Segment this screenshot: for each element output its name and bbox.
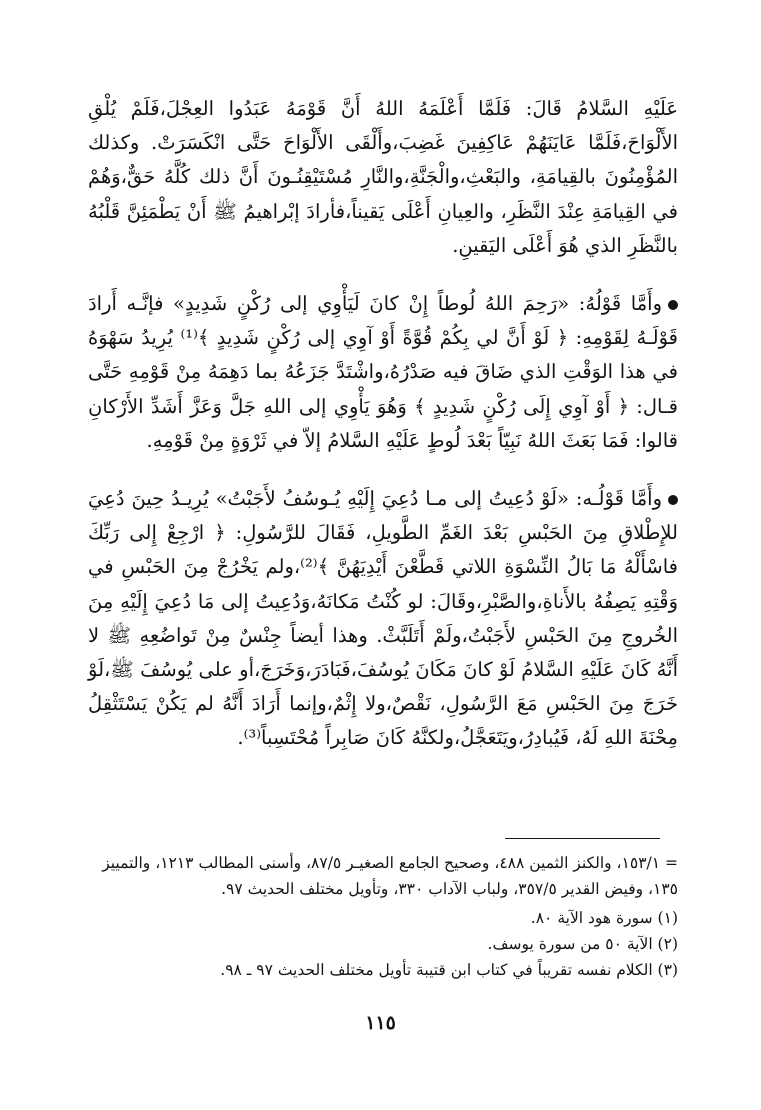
footnote-divider: [505, 838, 660, 839]
footnote-2: (٢) الآية ٥٠ من سورة يوسف.: [487, 935, 678, 953]
bullet-icon: [668, 300, 678, 310]
paragraph-lut-text: وأَمَّا قَوْلُهُ: «رَحِمَ اللهُ لُوطاً إِنْ كانَ لَيَأْوِي إلى رُكْنٍ شَدِيدٍ» فإنَّـه أَرادَ قَوْلَـهُ لِقَوْمِهِ: ﴿ لَوْ أَنَّ لي بِكُمْ قُوَّةً أَوْ آوِي إلى رُكْنٍ شَدِيدٍ ﴾⁽¹⁾ يُرِيدُ سَهْوَهُ في هذا الوَقْتِ الذي ضَاقَ فيه صَدْرُهُ،واشْتَدَّ جَزَعُهُ بما دَهِمَهُ مِنْ قَوْمِهِ حَتَّى قـال: ﴿ أَوْ آوِي إِلَى رُكْنٍ شَدِيدٍ ﴾ وَهُوَ يَأْوِي إلى اللهِ جَلَّ وَعَزَّ أَشَدِّ الأَرْكانِ قالوا: فَمَا بَعَثَ اللهُ نَبِيّاً بَعْدَ لُوطٍ عَلَيْهِ السَّلامُ إلاّ في ثَرْوَةٍ مِنْ قَوْمِهِ.: [88, 292, 679, 452]
bullet-icon: [668, 495, 678, 505]
footnote-continued: = ١٥٣/١، والكنز الثمين ٤٨٨، وصحيح الجامع الصغيـر ٨٧/٥، وأسنى المطالب ١٢١٣، والتمييز ١٣٥، وفيض القدير ٣٥٧/٥، ولباب الآداب ٣٣٠، وتأويل مختلف الحديث ٩٧.: [102, 854, 678, 898]
paragraph-lut: [88, 287, 678, 458]
footnotes: [88, 850, 678, 983]
page-number: ١١٥: [365, 1012, 396, 1034]
paragraph-yusuf-text: وأَمَّا قَوْلُـه: «لَوْ دُعِيتُ إلى مـا دُعِيَ إِلَيْهِ يُـوسُفُ لأَجَبْتُ» يُرِيـدُ حِينَ دُعِيَ للإِطْلاقِ مِنَ الحَبْسِ بَعْدَ الغَمِّ الطَّويلِ، فَقَالَ للرَّسُولِ: ﴿ ارْجِعْ إِلى رَبِّكَ فاسْأَلْهُ مَا بَالُ النِّسْوَةِ اللاتي قَطَّعْنَ أَيْدِيَهُنَّ ﴾⁽²⁾،ولم يَخْرُجْ مِنَ الحَبْسِ في وَقْتِهِ يَصِفُهُ بالأَناةِ،والصَّبْرِ،وقَالَ: لو كُنْتُ مَكانَهُ،وَدُعِيتُ إلى مَا دُعِيَ إِلَيْهِ مِنَ الخُروجِ مِنَ الحَبْسِ لأَجَبْتُ،ولَمْ أَتَلَبَّثْ. وهذا أيضاً جِنْسٌ مِنْ تَواضُعِهِ ﷺ لا أَنَّهُ كَانَ عَلَيْهِ السَّلامُ لَوْ كانَ مَكَانَ يُوسُفَ،فَبَادَرَ،وَخَرَجَ،أو على يُوسُفَ ﷺ،لَوْ خَرَجَ مِنَ الحَبْسِ مَعَ الرَّسُولِ، نَقْصٌ،ولا إِثْمٌ،وإنما أَرَادَ أَنَّهُ لم يَكُنْ يَسْتَثْقِلُ مِحْنَةَ اللهِ لَهُ، فَيُبادِرُ،ويَتَعَجَّلُ،ولكنَّهُ كَانَ صَابِراً مُحْتَسِباً⁽³⁾.: [88, 487, 678, 750]
paragraph-yusuf: [88, 482, 678, 756]
paragraph-moses: عَلَيْهِ السَّلامُ قَالَ: فَلَمَّا أَعْلَمَهُ اللهُ أَنَّ قَوْمَهُ عَبَدُوا العِجْلَ،فَلَمْ يُلْقِ الأَلْوَاحَ،فَلَمَّا عَايَنَهُمْ عَاكِفِينَ غَضِبَ،وأَلْقَى الأَلْوَاحَ حَتَّى انْكَسَرَتْ. وكذلك المُؤْمِنُونَ بالقِيامَةِ، والبَعْثِ،والْجَنَّةِ،والنَّارِ مُسْتَيْقِنُـونَ أَنَّ ذلك كُلَّهُ حَقٌّ،وَهُمْ في القِيامَةِ عِنْدَ النَّظَرِ، والعِيانِ أَعْلَى يَقيناً،فأرادَ إبْراهيمُ ﷺ أَنْ يَطْمَئِنَّ قَلْبُهُ بالنَّظَرِ الذي هُوَ أَعْلَى اليَقينِ.: [88, 97, 678, 257]
footnote-3: (٣) الكلام نفسه تقريباً في كتاب ابن قتيبة تأويل مختلف الحديث ٩٧ ـ ٩٨.: [220, 961, 678, 979]
main-text: [88, 92, 678, 756]
footnote-1: (١) سورة هود الآية ٨٠.: [530, 909, 678, 927]
